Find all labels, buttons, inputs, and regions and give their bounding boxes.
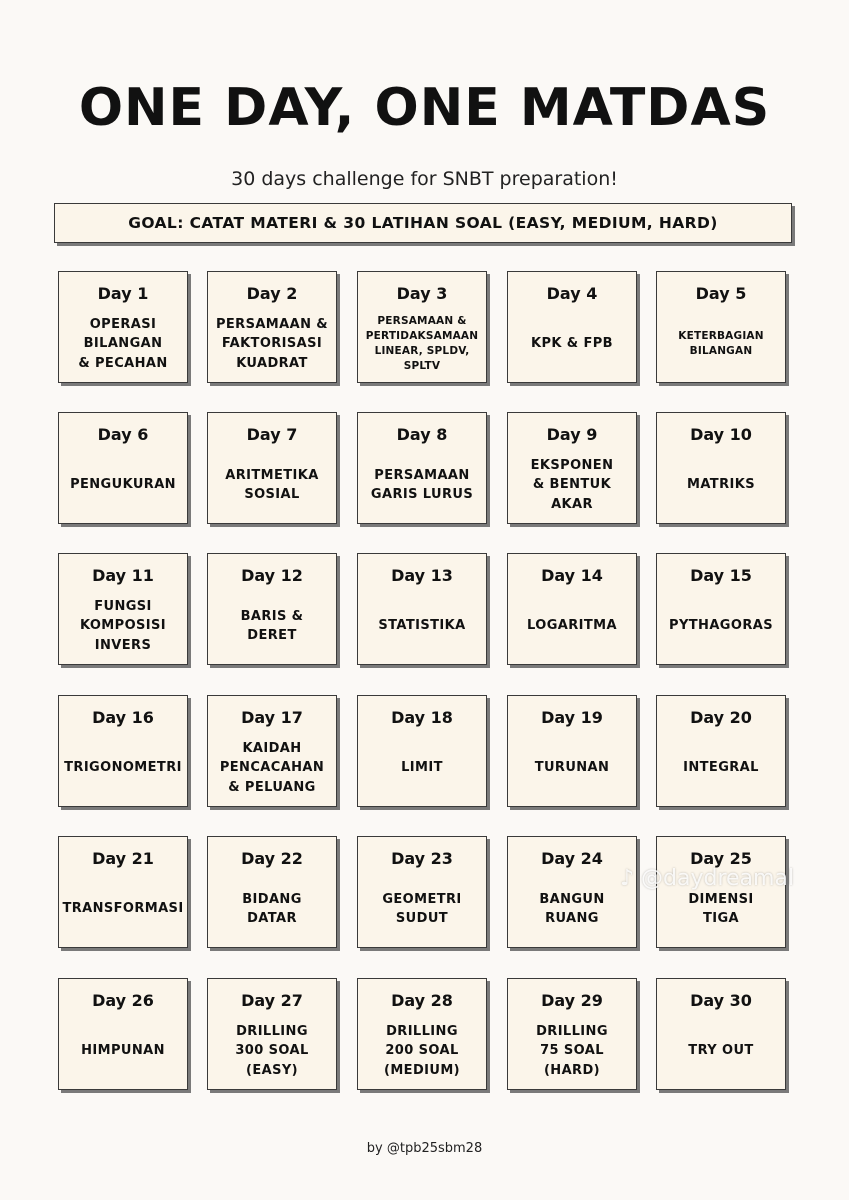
day-card — [507, 412, 637, 524]
day-card — [656, 836, 786, 948]
day-label: Day 14 — [541, 566, 603, 585]
footer-credit: by @tpb25sbm28 — [366, 1141, 483, 1156]
day-card — [507, 271, 637, 383]
day-topic: DIMENSI TIGA — [688, 891, 754, 926]
day-label: Day 9 — [546, 425, 598, 444]
day-topic: OPERASI BILANGAN & PECAHAN — [78, 316, 168, 371]
day-topic: FUNGSI KOMPOSISI INVERS — [79, 598, 167, 653]
day-card — [58, 553, 188, 665]
day-card — [58, 836, 188, 948]
day-card — [207, 412, 337, 524]
day-label: Day 23 — [391, 849, 453, 868]
day-topic: PERSAMAAN & FAKTORISASI KUADRAT — [215, 316, 329, 371]
day-card — [507, 553, 637, 665]
day-card — [357, 978, 487, 1090]
day-topic: TRY OUT — [688, 1043, 754, 1059]
day-label: Day 19 — [541, 708, 603, 727]
day-label: Day 26 — [92, 991, 154, 1010]
day-label: Day 20 — [690, 708, 752, 727]
day-card — [656, 695, 786, 807]
day-label: Day 25 — [690, 849, 752, 868]
day-card — [207, 978, 337, 1090]
day-label: Day 30 — [690, 991, 752, 1010]
day-label: Day 28 — [391, 991, 453, 1010]
day-topic: INTEGRAL — [683, 760, 759, 776]
day-label: Day 21 — [92, 849, 154, 868]
day-topic: LOGARITMA — [527, 618, 617, 634]
day-card — [507, 695, 637, 807]
day-topic: BARIS & DERET — [240, 608, 304, 643]
day-topic: TURUNAN — [534, 760, 610, 776]
day-card — [58, 412, 188, 524]
day-topic: TRANSFORMASI — [62, 901, 184, 917]
day-topic: PENGUKURAN — [70, 477, 176, 493]
day-topic: TRIGONOMETRI — [64, 760, 182, 776]
day-card — [507, 978, 637, 1090]
day-card — [357, 271, 487, 383]
day-card — [656, 412, 786, 524]
day-topic: BANGUN RUANG — [539, 891, 605, 926]
day-topic: HIMPUNAN — [81, 1043, 165, 1059]
day-topic: DRILLING 300 SOAL (EASY) — [235, 1023, 309, 1078]
day-label: Day 6 — [97, 425, 149, 444]
day-label: Day 27 — [241, 991, 303, 1010]
day-label: Day 2 — [246, 284, 298, 303]
day-label: Day 11 — [92, 566, 154, 585]
day-topic: PERSAMAAN GARIS LURUS — [370, 467, 474, 502]
day-label: Day 22 — [241, 849, 303, 868]
page-subtitle: 30 days challenge for SNBT preparation! — [231, 168, 618, 190]
day-topic: KAIDAH PENCACAHAN & PELUANG — [219, 740, 325, 795]
day-topic: BIDANG DATAR — [242, 891, 302, 926]
day-label: Day 24 — [541, 849, 603, 868]
day-topic: STATISTIKA — [378, 618, 466, 634]
day-card — [207, 695, 337, 807]
day-card — [58, 978, 188, 1090]
day-label: Day 12 — [241, 566, 303, 585]
goal-text: GOAL: CATAT MATERI & 30 LATIHAN SOAL (EASY, MEDIUM, HARD) — [128, 214, 718, 232]
day-label: Day 4 — [546, 284, 598, 303]
day-label: Day 7 — [246, 425, 298, 444]
day-card — [357, 553, 487, 665]
day-card — [656, 978, 786, 1090]
day-card — [58, 271, 188, 383]
day-card — [357, 695, 487, 807]
day-label: Day 18 — [391, 708, 453, 727]
day-label: Day 8 — [396, 425, 448, 444]
day-topic: KETERBAGIAN BILANGAN — [678, 329, 764, 357]
day-label: Day 1 — [97, 284, 149, 303]
day-card — [357, 412, 487, 524]
day-label: Day 10 — [690, 425, 752, 444]
day-topic: ARITMETIKA SOSIAL — [225, 467, 319, 502]
day-topic: KPK & FPB — [531, 336, 613, 352]
day-label: Day 15 — [690, 566, 752, 585]
day-card — [207, 836, 337, 948]
day-topic: LIMIT — [401, 760, 443, 776]
day-card — [357, 836, 487, 948]
day-card — [207, 271, 337, 383]
day-card — [656, 553, 786, 665]
day-label: Day 13 — [391, 566, 453, 585]
day-topic: DRILLING 200 SOAL (MEDIUM) — [383, 1023, 461, 1078]
day-card — [656, 271, 786, 383]
day-card — [507, 836, 637, 948]
day-label: Day 3 — [396, 284, 448, 303]
day-label: Day 5 — [695, 284, 747, 303]
day-label: Day 16 — [92, 708, 154, 727]
day-topic: MATRIKS — [687, 477, 755, 493]
day-topic: EKSPONEN & BENTUK AKAR — [530, 457, 614, 512]
day-card — [207, 553, 337, 665]
tiktok-watermark: ♪ @daydreamal — [620, 866, 795, 891]
day-topic: PYTHAGORAS — [669, 618, 773, 634]
day-topic: PERSAMAAN & PERTIDAKSAMAAN LINEAR, SPLDV, SPLTV — [365, 314, 479, 373]
day-topic: DRILLING 75 SOAL (HARD) — [536, 1023, 608, 1078]
page-title: ONE DAY, ONE MATDAS — [78, 78, 771, 138]
day-topic: GEOMETRI SUDUT — [382, 891, 462, 926]
day-card — [58, 695, 188, 807]
day-label: Day 29 — [541, 991, 603, 1010]
day-label: Day 17 — [241, 708, 303, 727]
